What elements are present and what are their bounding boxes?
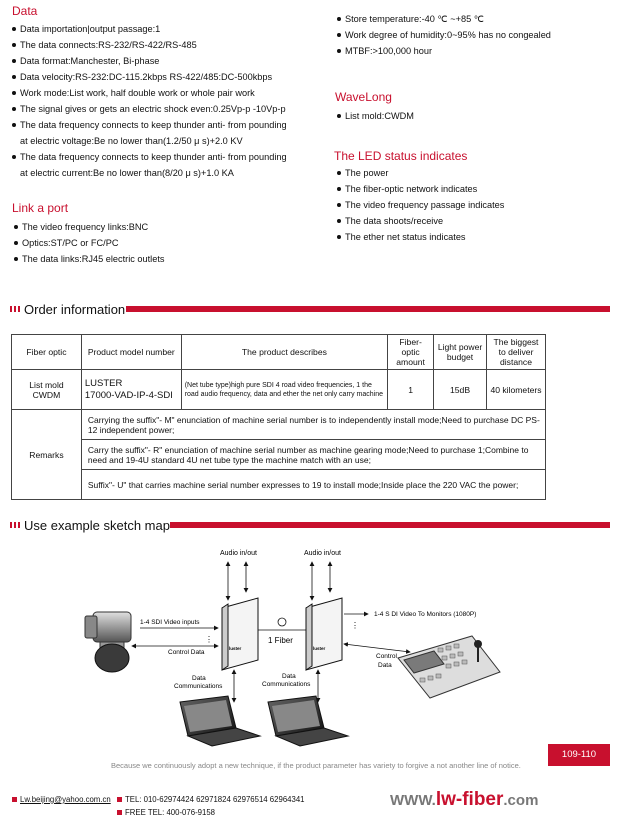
list-item: The data links:RJ45 electric outlets (14, 251, 164, 267)
keyboard-controller-icon (398, 636, 500, 698)
list-item: The signal gives or gets an electric shock even:0.25Vp-p -10Vp-p (12, 101, 287, 117)
bullet-icon (12, 59, 16, 63)
comm-left-label-1: Data (192, 675, 206, 682)
bullet-icon (14, 225, 18, 229)
laptop-icon (268, 696, 348, 746)
bullet-icon (337, 187, 341, 191)
col-header-fiber: Fiber optic (12, 335, 82, 370)
bullet-icon (337, 203, 341, 207)
sketch-title: Use example sketch map (24, 518, 170, 533)
banner-bar (126, 306, 610, 312)
usage-diagram (0, 540, 620, 750)
control-data-right-label-1: Control (376, 653, 397, 660)
list-item: The data shoots/receive (337, 213, 504, 229)
list-item: Work mode:List work, half double work or whole pair work (12, 85, 287, 101)
comm-left-label-2: Communications (174, 683, 223, 690)
table-row (12, 470, 546, 500)
cell-remarks-label: Remarks (12, 410, 82, 500)
laptop-icon (180, 696, 260, 746)
data-section-title: Data (12, 4, 38, 18)
cell-amount: 1 (388, 370, 434, 410)
video-out-label: 1-4 S DI Video To Monitors (1080P) (374, 611, 477, 618)
table-row (12, 410, 546, 440)
led-list (337, 165, 504, 245)
list-item: Data velocity:RS-232:DC-115.2kbps RS-422/485:DC-500kbps (12, 69, 287, 85)
list-item: The fiber-optic network indicates (337, 181, 504, 197)
bullet-icon (14, 257, 18, 261)
list-item: Optics:ST/PC or FC/PC (14, 235, 164, 251)
bullet-icon (337, 219, 341, 223)
list-item: Data importation|output passage:1 (12, 21, 287, 37)
fiber-label: 1 Fiber (268, 636, 293, 645)
list-item: List mold:CWDM (337, 108, 414, 124)
cell-budget: 15dB (434, 370, 487, 410)
link-port-title: Link a port (12, 201, 69, 215)
cell-describe: (Net tube type)high pure SDI 4 road video frequencies, 1 the road audio frequency, data and ether the net only carry machine (181, 370, 387, 410)
list-item: Store temperature:-40 ℃ ~+85 ℃ (337, 11, 551, 27)
list-item: The video frequency links:BNC (14, 219, 164, 235)
comm-right-label-1: Data (282, 673, 296, 680)
cell-remark: Suffix"- U" that carries machine serial number expresses to 19 to install mode;Inside place the 220 VAC the power; (81, 470, 545, 500)
order-title: Order information (24, 302, 126, 317)
ellipsis-icon: ⋮ (351, 621, 359, 630)
list-item: The data frequency connects to keep thunder anti- from pounding (12, 149, 287, 165)
footer-tel: TEL: 010-62974424 62971824 62976514 62964341 (117, 795, 305, 804)
list-item: The data frequency connects to keep thunder anti- from pounding (12, 117, 287, 133)
bullet-icon (12, 91, 16, 95)
bullet-icon (337, 17, 341, 21)
list-item: Work degree of humidity:0~95% has no congealed (337, 27, 551, 43)
link-port-list (14, 219, 164, 267)
cell-remark: Carry the suffix"- R" enunciation of machine serial number as machine gearing mode;Need to purchase 1;Combine to need and 19-4U standard 4U net tube type the machine match with an use; (81, 440, 545, 470)
col-header-budget: Light power budget (434, 335, 487, 370)
ellipsis-icon: ⋮ (205, 635, 213, 644)
table-row (12, 440, 546, 470)
bullet-icon (12, 75, 16, 79)
data-spec-list (12, 21, 287, 181)
page-number: 109-110 (548, 744, 610, 766)
bullet-icon (337, 235, 341, 239)
wavelong-list (337, 108, 414, 124)
control-data-left-label: Control Data (168, 649, 205, 656)
cell-model: LUSTER 17000-VAD-IP-4-SDI (81, 370, 181, 410)
list-item-continuation: at electric current:Be no lower than(8/20 μ s)+1.0 KA (20, 168, 234, 178)
bullet-icon (12, 107, 16, 111)
bullet-icon (14, 241, 18, 245)
audio-label-right: Audio in/out (304, 550, 341, 557)
email-link[interactable]: Lw.beijing@yahoo.com.cn (20, 795, 111, 804)
footer-free-tel: FREE TEL: 400-076-9158 (117, 808, 215, 817)
website-link[interactable]: WWW.lw-fiber.com (390, 789, 539, 810)
disclaimer: Because we continuously adopt a new technique, if the product parameter has variety to forgive a not another line of notice. (111, 761, 521, 770)
fiber-coil-icon (278, 618, 286, 626)
list-item: The power (337, 165, 504, 181)
col-header-distance: The biggest to deliver distance (487, 335, 546, 370)
fiber-device-transmitter (222, 598, 258, 670)
col-header-describe: The product describes (181, 335, 387, 370)
col-header-model: Product model number (81, 335, 181, 370)
bullet-icon (12, 797, 17, 802)
device-logo: luster (229, 646, 242, 651)
bullet-icon (337, 49, 341, 53)
cell-remark: Carrying the suffix"- M" enunciation of machine serial number is to independently install mode;Need to purchase DC PS-12 independent power; (81, 410, 545, 440)
bullet-icon (12, 27, 16, 31)
list-item: The video frequency passage indicates (337, 197, 504, 213)
environment-list (337, 11, 551, 59)
order-table (11, 334, 546, 500)
audio-label-left: Audio in/out (220, 550, 257, 557)
banner-ticks (10, 306, 22, 312)
video-inputs-label: 1-4 SDI Video inputs (140, 619, 200, 626)
control-data-right-label-2: Data (378, 662, 392, 669)
list-item: The data connects:RS-232/RS-422/RS-485 (12, 37, 287, 53)
banner-ticks (10, 522, 22, 528)
fiber-device-receiver (306, 598, 342, 670)
cell-fiber: List mold CWDM (12, 370, 82, 410)
bullet-icon (12, 43, 16, 47)
camera-icon (85, 612, 131, 672)
list-item-continuation: at electric voltage:Be no lower than(1.2/50 μ s)+2.0 KV (20, 136, 243, 146)
list-item: Data format:Manchester, Bi-phase (12, 53, 287, 69)
bullet-icon (337, 114, 341, 118)
list-item: MTBF:>100,000 hour (337, 43, 551, 59)
bullet-icon (12, 123, 16, 127)
device-logo: luster (313, 646, 326, 651)
banner-bar (170, 522, 610, 528)
col-header-amount: Fiber-optic amount (388, 335, 434, 370)
led-title: The LED status indicates (334, 149, 468, 163)
table-header-row (12, 335, 546, 370)
wavelong-title: WaveLong (335, 90, 392, 104)
control-data-arrow (344, 644, 410, 652)
comm-right-label-2: Communications (262, 681, 311, 688)
list-item: The ether net status indicates (337, 229, 504, 245)
bullet-icon (12, 155, 16, 159)
footer-email (12, 795, 111, 804)
cell-distance: 40 kilometers (487, 370, 546, 410)
bullet-icon (117, 810, 122, 815)
bullet-icon (337, 171, 341, 175)
bullet-icon (117, 797, 122, 802)
table-row (12, 370, 546, 410)
bullet-icon (337, 33, 341, 37)
